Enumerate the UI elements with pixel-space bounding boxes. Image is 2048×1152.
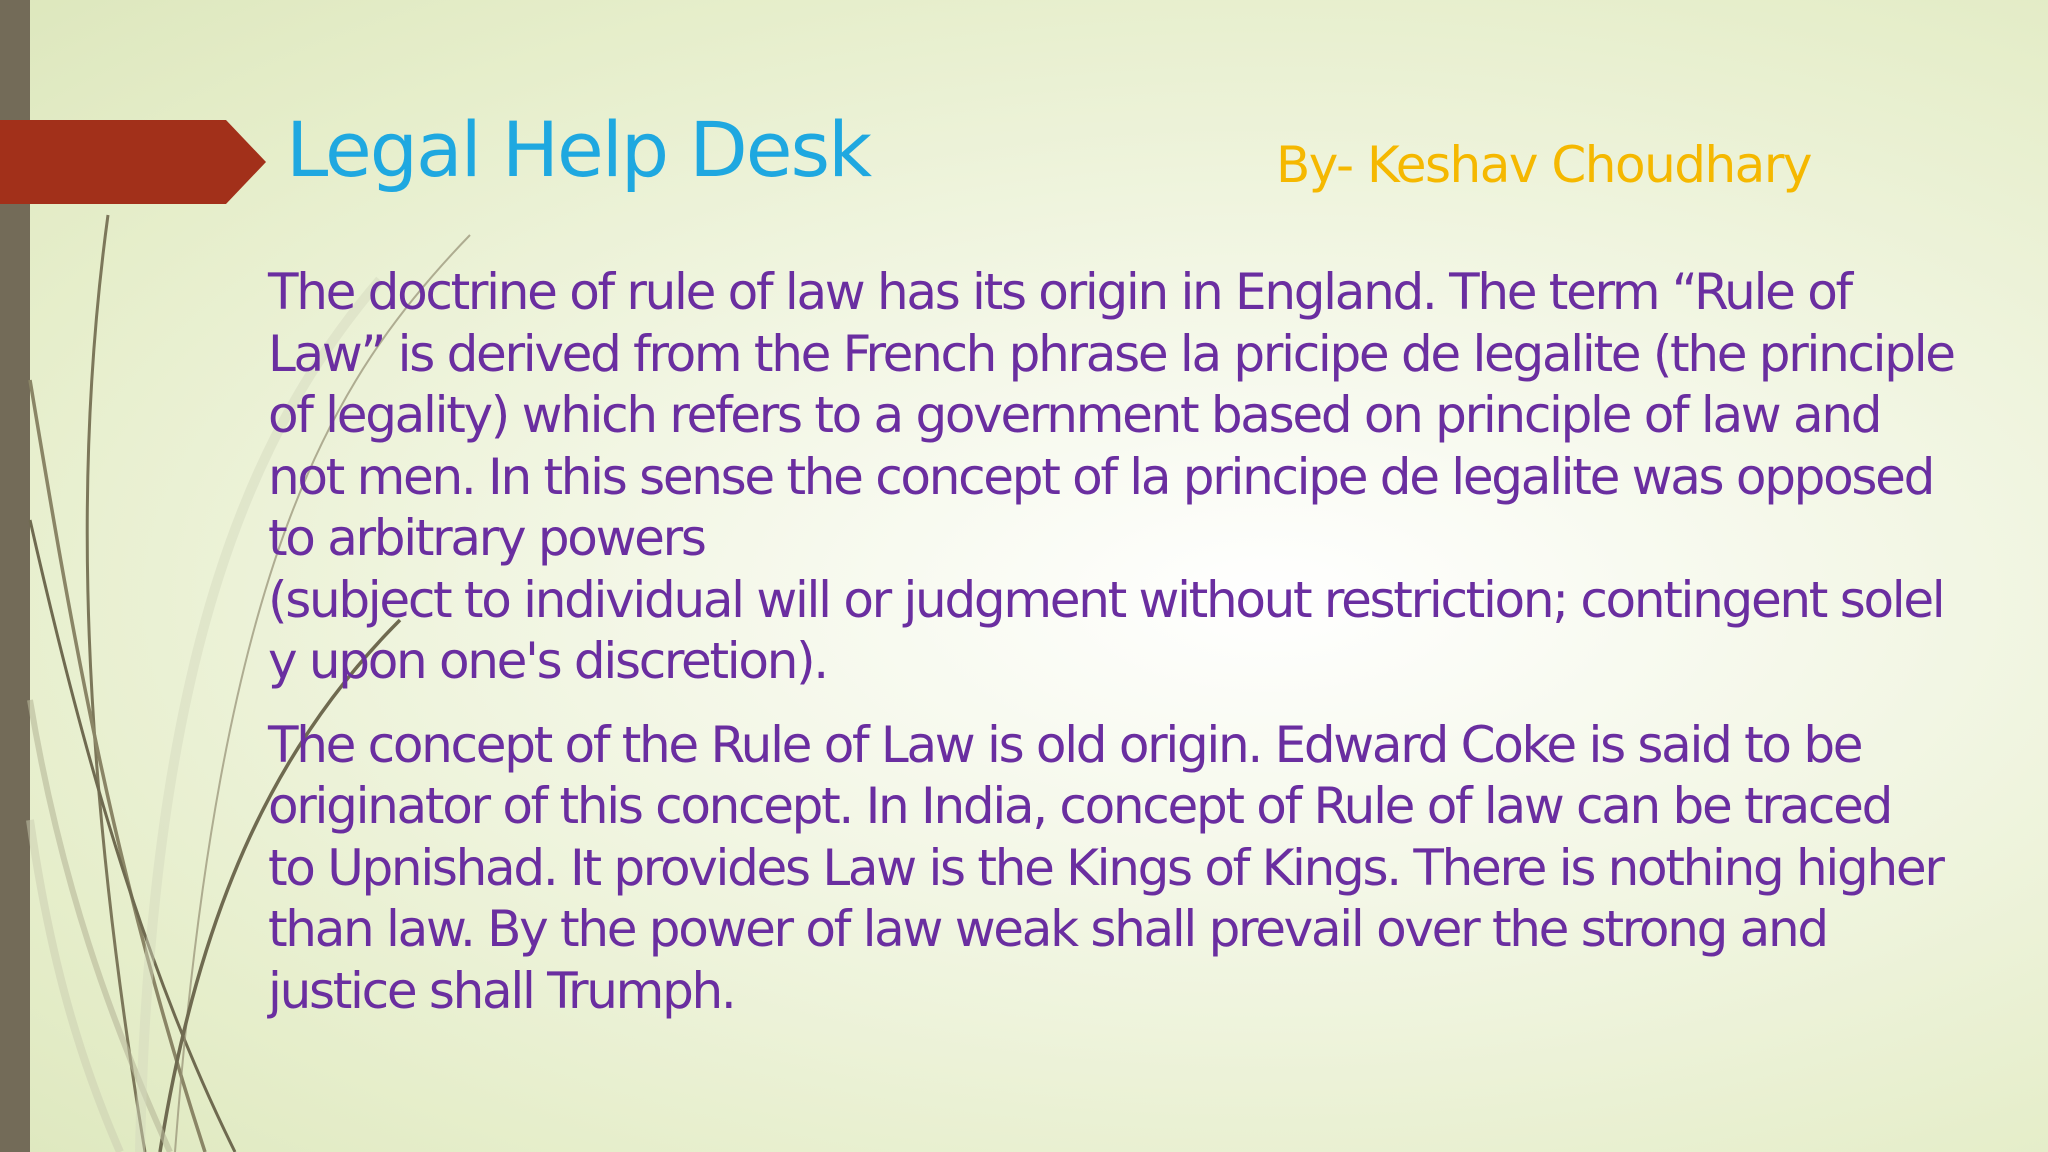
- text-line: justice shall Trumph.: [268, 961, 735, 1020]
- title-arrow-shape: [0, 120, 266, 204]
- slide-title: Legal Help Desk: [286, 105, 871, 194]
- text-line: Law” is derived from the French phrase la pricipe de legalite (the principle: [268, 324, 1954, 383]
- text-line: The concept of the Rule of Law is old origin. Edward Coke is said to be: [268, 715, 1862, 774]
- text-line: originator of this concept. In India, concept of Rule of law can be traced: [268, 777, 1892, 835]
- text-line: to arbitrary powers: [268, 509, 705, 567]
- paragraph-rule-of-law-history: [268, 715, 2008, 1023]
- author-credit: By- Keshav Choudhary: [1276, 136, 1811, 194]
- paragraph-rule-of-law-origin: [268, 262, 2008, 693]
- text-line: than law. By the power of law weak shall prevail over the strong and: [268, 900, 1827, 958]
- text-line: to Upnishad. It provides Law is the Kings of Kings. There is nothing higher: [268, 838, 1943, 897]
- slide-body: [268, 262, 2008, 1022]
- text-line: of legality) which refers to a government based on principle of law and: [268, 386, 1881, 444]
- text-line: The doctrine of rule of law has its origin in England. The term “Rule of: [268, 263, 1851, 321]
- text-line: (subject to individual will or judgment without restriction; contingent solel: [268, 570, 1944, 629]
- text-line: not men. In this sense the concept of la principe de legalite was opposed: [268, 447, 1934, 506]
- text-line: y upon one's discretion).: [268, 632, 827, 690]
